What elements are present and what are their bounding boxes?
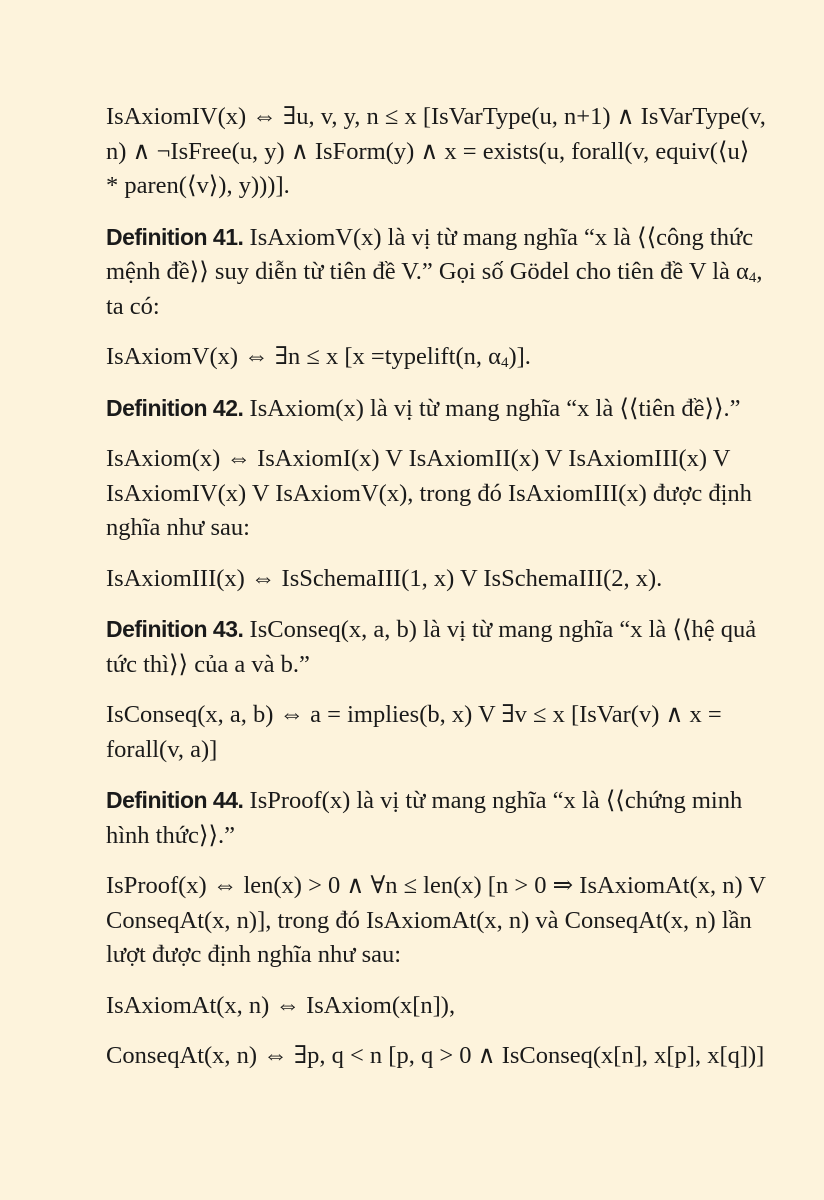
definition-44-label: Definition 44. — [106, 787, 244, 813]
definition-43-formula-text: IsConseq(x, a, b) ⇔ a = implies(b, x) V ∃v ≤ x [IsVar(v) ∧ x = forall(v, a)] — [106, 701, 722, 763]
definition-41-text: IsAxiomV(x) là vị từ mang nghĩa “x là ⟨⟨công thức mệnh đề⟩⟩ suy diễn từ tiên đề V.” Gọi số Gödel cho tiên đề V là α — [106, 223, 754, 285]
definition-44-text: IsProof(x) là vị từ mang nghĩa “x là ⟨⟨chứng minh hình thức⟩⟩.” — [106, 787, 743, 849]
conseqat-formula-text: ConseqAt(x, n) ⇔ ∃p, q < n [p, q > 0 ∧ IsConseq(x[n], x[p], x[q])] — [106, 1042, 765, 1069]
definition-42-text: IsAxiom(x) là vị từ mang nghĩa “x là ⟨⟨tiên đề⟩⟩.” — [243, 394, 741, 422]
definition-43-formula — [106, 698, 766, 767]
axiom3-formula — [106, 562, 766, 597]
definition-42-formula-text: IsAxiom(x) ⇔ IsAxiomI(x) V IsAxiomII(x) V IsAxiomIII(x) V IsAxiomIV(x) V IsAxiomV(x), trong đó IsAxiomIII(x) được định nghĩa như sau: — [106, 445, 752, 541]
definition-41-tail: , ta có: — [106, 258, 763, 320]
definition-43-text: IsConseq(x, a, b) là vị từ mang nghĩa “x là ⟨⟨hệ quả tức thì⟩⟩ của a và b.” — [106, 616, 757, 678]
definition-42-label: Definition 42. — [106, 394, 244, 421]
axiom3-formula-text: IsAxiomIII(x) ⇔ IsSchemaIII(1, x) V IsSchemaIII(2, x). — [106, 564, 663, 592]
definition-41-formula-subscript: 4 — [500, 355, 509, 371]
definition-43-label: Definition 43. — [106, 616, 244, 642]
conseqat-formula — [106, 1039, 766, 1074]
axiomat-formula — [106, 989, 766, 1024]
axiomat-formula-text: IsAxiomAt(x, n) ⇔ IsAxiom(x[n]), — [106, 991, 456, 1019]
definition-43 — [106, 612, 766, 682]
definition-41-formula-text: IsAxiomV(x) ⇔ ∃n ≤ x [x =typelift(n, α — [106, 343, 501, 370]
axiom4-formula — [106, 100, 766, 204]
axiom4-formula-text: IsAxiomIV(x) ⇔ ∃u, v, y, n ≤ x [IsVarType(u, n+1) ∧ IsVarType(v, n) ∧ ¬IsFree(u, y) ∧ IsForm(y) ∧ x = exists(u, forall(v, equiv(⟨u⟩ * paren(⟨v⟩), y)))]. — [106, 103, 766, 199]
definition-42 — [106, 391, 766, 427]
definition-44 — [106, 783, 766, 853]
definition-44-formula-text: IsProof(x) ⇔ len(x) > 0 ∧ ∀n ≤ len(x) [n > 0 ⇒ IsAxiomAt(x, n) V ConseqAt(x, n)], trong đó IsAxiomAt(x, n) và ConseqAt(x, n) lần lượt được định nghĩa như sau: — [106, 872, 766, 968]
definition-41-formula-tail: )]. — [508, 343, 531, 370]
definition-41-subscript: 4 — [748, 270, 757, 286]
definition-41-label: Definition 41. — [106, 223, 244, 250]
document-body — [106, 100, 766, 1090]
definition-41 — [106, 220, 766, 325]
definition-44-formula — [106, 869, 766, 973]
definition-41-formula — [106, 340, 766, 375]
definition-42-formula — [106, 442, 766, 546]
